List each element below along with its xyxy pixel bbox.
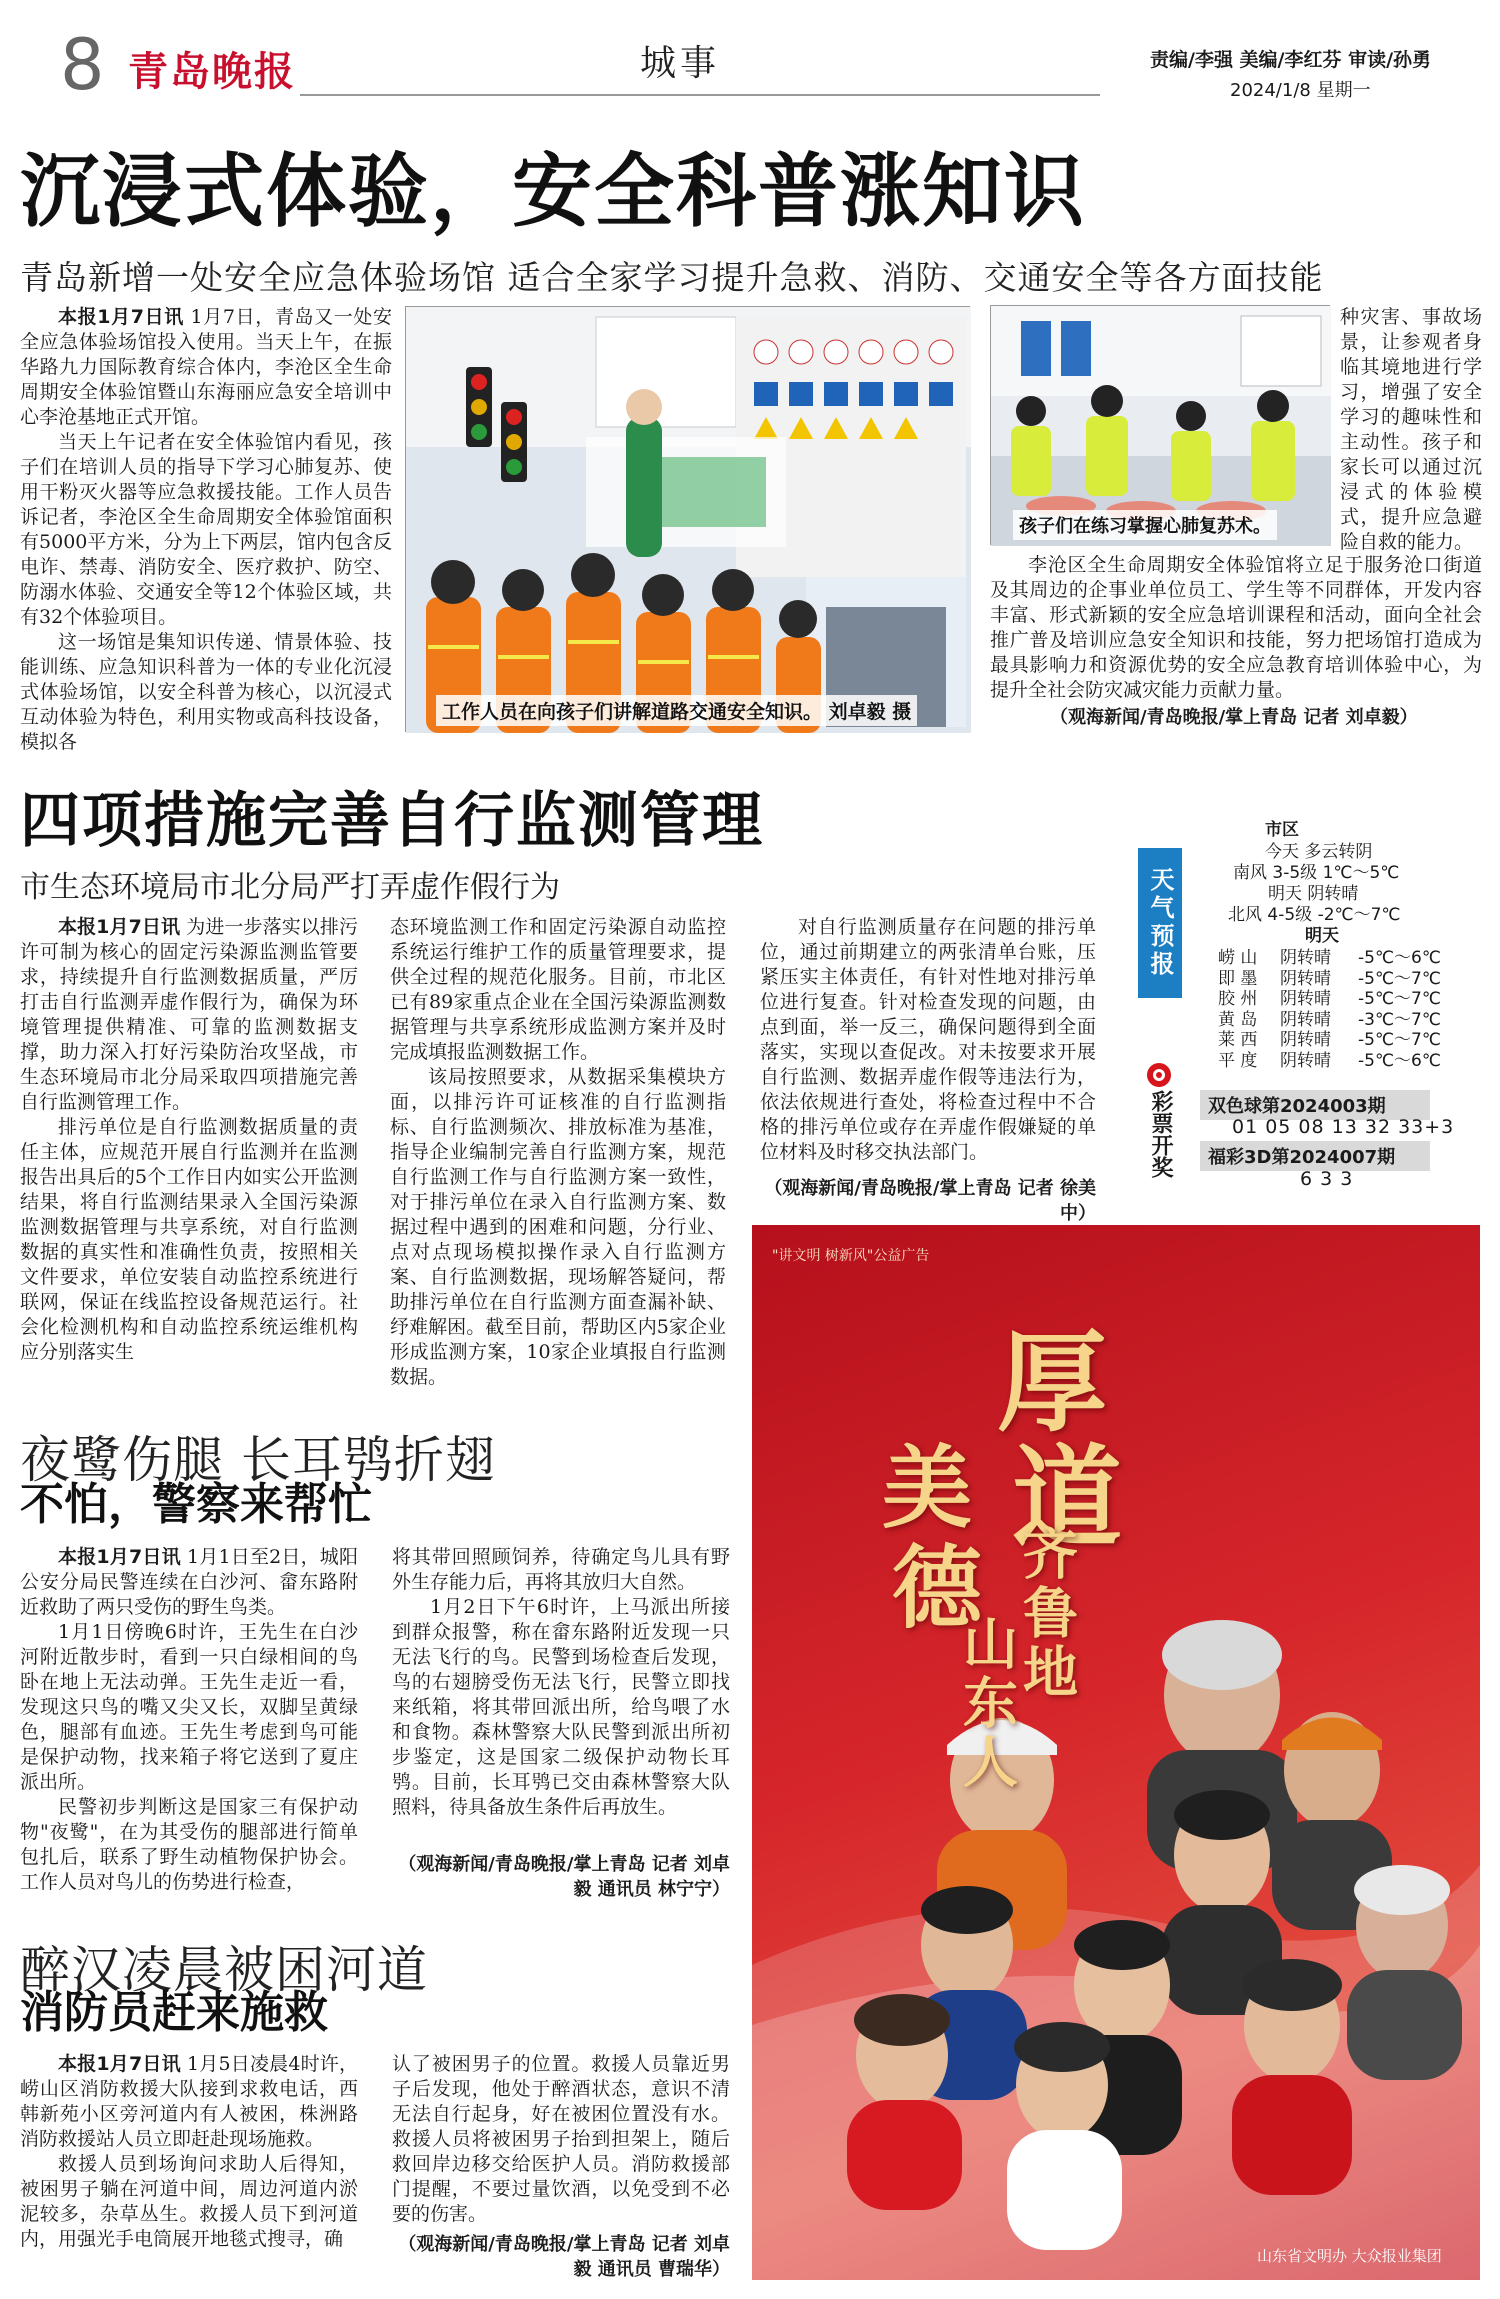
- article2-paragraph: 为进一步落实以排污许可制为核心的固定污染源监测监管要求，持续提升自行监测数据质量，严厉打击自行监测弄虚作假行为，确保为环境管理提供精准、可靠的监测数据支撑，助力深入打好污染防治攻坚战，市生态环境局市北分局采取四项措施完善自行监测管理工作。: [20, 916, 358, 1113]
- article2-paragraph: 排污单位是自行监测数据质量的责任主体，应规范开展自行监测并在监测报告出具后的5个工作日内如实公开监测结果，将自行监测结果录入全国污染源监测数据管理与共享系统，对自行监测数据的真实性和准确性负责，按照相关文件要求，单位安装自动监控系统进行联网，保证在线监控设备规范运行。社会化检测机构和自动监控系统运维机构应分别落实生: [20, 1116, 358, 1363]
- article3-paragraph: 1月2日下午6时许，上马派出所接到群众报警，称在畲东路附近发现一只无法飞行的鸟。民警到场检查后发现，鸟的右翅膀受伤无法飞行，民警立即找来纸箱，将其带回派出所，给鸟喂了水和食物。森林警察大队民警到派出所初步鉴定，这是国家二级保护动物长耳鸮。目前，长耳鸮已交由森林警察大队照料，待具备放生条件后再放生。: [392, 1596, 730, 1818]
- photo2-caption: 孩子们在练习掌握心肺复苏术。: [1013, 510, 1277, 540]
- article1-paragraph: 种灾害、事故场景，让参观者身临其境地进行学习，增强了安全学习的趣味性和主动性。孩子和家长可以通过沉浸式的体验模式，提升应急避险自救的能力。: [1340, 306, 1482, 553]
- ad-char-de: 德: [892, 1535, 982, 1641]
- article3-paragraph: 民警初步判断这是国家三有保护动物"夜鹭"，在为其受伤的腿部进行简单包扎后，联系了野生动植物保护协会。工作人员对鸟儿的伤势进行检查，: [20, 1796, 358, 1893]
- publication-date: 2024/1/8 星期一: [1230, 80, 1371, 101]
- weather-district-row: 崂 山 阴转晴 -5℃～6℃: [1218, 948, 1441, 968]
- ad-char-hou: 厚: [997, 1318, 1107, 1447]
- weather-district-row: 莱 西 阴转晴 -5℃～7℃: [1218, 1030, 1441, 1050]
- article3-paragraph: 1月1日傍晚6时许，王先生在白沙河附近散步时，看到一只白绿相间的鸟卧在地上无法动弹。王先生走近一看，发现这只鸟的嘴又尖又长，双脚呈黄绿色，腿部有血迹。王先生考虑到鸟可能是保护动物，找来箱子将它送到了夏庄派出所。: [20, 1621, 358, 1793]
- lottery-ssq-label: 双色球第2024003期: [1200, 1090, 1430, 1120]
- lottery-icon: [1146, 1062, 1172, 1088]
- weather-district-row: 平 度 阴转晴 -5℃～6℃: [1218, 1050, 1441, 1071]
- article2-column-3: [760, 915, 1096, 1175]
- article4-paragraph: 1月5日凌晨4时许，崂山区消防救援大队接到求救电话，西韩新苑小区旁河道内有人被困，株洲路消防救援站人员立即赶赴现场施救。: [20, 2053, 358, 2150]
- weather-district-list: [1218, 948, 1441, 1071]
- newspaper-masthead: 青岛晚报: [128, 48, 296, 95]
- section-title: 城事: [640, 43, 721, 84]
- article2-paragraph: 该局按照要求，从数据采集模块方面，以排污许可证核准的自行监测指标、自行监测频次、排放标准为基准，指导企业编制完善自行监测方案，规范自行监测工作与自行监测方案一致性，对于排污单位在录入自行监测方案、数据过程中遇到的困难和问题，分行业、点对点现场模拟操作录入自行监测方案、自行监测数据，现场解答疑问，帮助排污单位在自行监测方面查漏补缺、纾难解困。截至目前，帮助区内5家企业形成监测方案，10家企业填报自行监测数据。: [390, 1066, 726, 1388]
- ad-char-dao: 道: [1012, 1433, 1122, 1562]
- weather-today: 今天 多云转阴: [1265, 842, 1373, 862]
- lottery-ssq-numbers: 01 05 08 13 32 33+3: [1232, 1116, 1455, 1138]
- dateline: 本报1月7日讯: [58, 916, 181, 938]
- article1-title: 沉浸式体验，安全科普涨知识: [20, 145, 1086, 238]
- article3-paragraph: 将其带回照顾饲养，待确定鸟儿具有野外生存能力后，再将其放归大自然。: [392, 1546, 730, 1593]
- article2-paragraph: 态环境监测工作和固定污染源自动监控系统运行维护工作的质量管理要求，提供全过程的规范化服务。目前，市北区已有89家重点企业在全国污染源监测数据管理与共享系统形成监测方案并及时完成填报监测数据工作。: [390, 916, 726, 1063]
- public-service-ad: [752, 1225, 1480, 2280]
- photo-traffic-safety-illustration: [406, 307, 971, 733]
- article2-column-1: [20, 915, 358, 1393]
- article3-title: 夜鹭伤腿 长耳鸮折翅: [20, 1431, 496, 1489]
- article4-subtitle: 消防员赶来施救: [20, 1987, 328, 2038]
- weather-tomorrow: 明天 阴转晴: [1268, 884, 1359, 904]
- article4-paragraph: 救援人员到场询问求助人后得知，被困男子躺在河道中间，周边河道内淤泥较多，杂草丛生。救援人员下到河道内，用强光手电筒展开地毯式搜寻，确: [20, 2153, 358, 2250]
- article4-byline: （观海新闻/青岛晚报/掌上青岛 记者 刘卓毅 通讯员 曹瑞华）: [398, 2234, 730, 2280]
- weather-today-wind: 南风 3-5级 1℃～5℃: [1233, 863, 1400, 883]
- photo-cpr-practice: [990, 305, 1330, 545]
- article4-paragraph: 认了被困男子的位置。救援人员靠近男子后发现，他处于醉酒状态，意识不清无法自行起身，好在被困位置没有水。救援人员将被困男子抬到担架上，随后救回岸边移交给医护人员。消防救援部门提醒，不要过量饮酒，以免受到不必要的伤害。: [392, 2053, 730, 2225]
- article4-column-1: [20, 2052, 358, 2287]
- article2-title: 四项措施完善自行监测管理: [20, 786, 764, 856]
- article4-column-2: [392, 2052, 730, 2228]
- article3-subtitle: 不怕，警察来帮忙: [20, 1479, 372, 1530]
- article2-subtitle: 市生态环境局市北分局严打弄虚作假行为: [20, 870, 560, 905]
- ad-tag: "讲文明 树新风"公益广告: [772, 1248, 930, 1264]
- weather-tomorrow-wind: 北风 4-5级 -2℃～7℃: [1228, 905, 1401, 925]
- article2-paragraph: 对自行监测质量存在问题的排污单位，通过前期建立的两张清单台账，压紧压实主体责任，有针对性地对排污单位进行复查。针对检查发现的问题，由点到面，举一反三，确保问题得到全面落实，实现以查促改。对未按要求开展自行监测、数据弄虚作假等违法行为，依法依规进行查处，将检查过程中不合格的排污单位或存在弄虚作假嫌疑的单位材料及时移交执法部门。: [760, 916, 1096, 1163]
- lottery-tag: 彩票开奖: [1148, 1090, 1173, 1178]
- article2-byline: （观海新闻/青岛晚报/掌上青岛 记者 徐美中）: [764, 1178, 1096, 1224]
- weather-district-row: 黄 岛 阴转晴 -3℃～7℃: [1218, 1009, 1441, 1030]
- weather-district-row: 胶 州 阴转晴 -5℃～7℃: [1218, 989, 1441, 1009]
- article1-paragraph: 1月7日，青岛又一处安全应急体验场馆投入使用。当天上午，在振华路九力国际教育综合体内，李沧区全生命周期安全体验馆暨山东海丽应急安全培训中心李沧基地正式开馆。: [20, 306, 392, 428]
- article2-column-2: [390, 915, 726, 1393]
- dateline: 本报1月7日讯: [58, 306, 184, 328]
- photo-traffic-safety: [405, 306, 970, 732]
- weather-district-row: 即 墨 阴转晴 -5℃～7℃: [1218, 968, 1441, 989]
- dateline: 本报1月7日讯: [58, 1546, 181, 1568]
- header-rule: [300, 94, 1100, 96]
- article1-column-3b: [990, 553, 1482, 703]
- lottery-fc3d-numbers: 6 3 3: [1300, 1168, 1354, 1190]
- weather-city-label: 市区: [1265, 820, 1299, 840]
- article1-paragraph: 当天上午记者在安全体验馆内看见，孩子们在培训人员的指导下学习心肺复苏、使用干粉灭火器等应急救援技能。工作人员告诉记者，李沧区全生命周期安全体验馆面积有5000平方米，分为上下两层，馆内包含反电诈、禁毒、消防安全、医疗救护、防空、防溺水体验、交通安全等12个体验区域，共有32个体验项目。: [20, 431, 392, 628]
- article1-column-3a: [1340, 305, 1482, 553]
- article3-byline: （观海新闻/青岛晚报/掌上青岛 记者 刘卓毅 通讯员 林宁宁）: [398, 1854, 730, 1900]
- weather-districts-label: 明天: [1305, 926, 1339, 946]
- ad-slogan-2: 山东人: [954, 1615, 1019, 1792]
- article3-column-2: [392, 1545, 730, 1855]
- weather-forecast-tag: 天气预报: [1138, 848, 1182, 998]
- article1-paragraph: 李沧区全生命周期安全体验馆将立足于服务沧口街道及其周边的企事业单位员工、学生等不同群体，开发内容丰富、形式新颖的安全应急培训课程和活动，面向全社会推广普及培训应急安全知识和技能，努力把场馆打造成为最具影响力和资源优势的安全应急教育培训体验中心，为提升全社会防灾减灾能力贡献力量。: [990, 554, 1482, 701]
- editor-credits: 责编/李强 美编/李红芬 审读/孙勇: [1150, 49, 1432, 71]
- article4-title: 醉汉凌晨被困河道: [20, 1941, 428, 1999]
- photo1-caption: 工作人员在向孩子们讲解道路交通安全知识。 刘卓毅 摄: [436, 695, 917, 726]
- article1-subtitle: 青岛新增一处安全应急体验场馆 适合全家学习提升急救、消防、交通安全等各方面技能: [20, 258, 1324, 297]
- article1-paragraph: 这一场馆是集知识传递、情景体验、技能训练、应急知识科普为一体的专业化沉浸式体验场馆，以安全科普为核心，以沉浸式互动体验为特色，利用实物或高科技设备，模拟各: [20, 631, 392, 753]
- lottery-fc3d-label: 福彩3D第2024007期: [1200, 1141, 1430, 1171]
- page-number: 8: [60, 24, 105, 106]
- ad-char-mei: 美: [882, 1435, 972, 1541]
- ad-slogan-1: 齐鲁地: [1014, 1525, 1079, 1702]
- article3-column-1: [20, 1545, 358, 1910]
- article1-byline: （观海新闻/青岛晚报/掌上青岛 记者 刘卓毅）: [1050, 707, 1418, 728]
- article1-column-1: [20, 305, 392, 753]
- ad-background-art: [752, 1225, 1480, 2280]
- article3-paragraph: 1月1日至2日，城阳公安分局民警连续在白沙河、畲东路附近救助了两只受伤的野生鸟类。: [20, 1546, 358, 1618]
- ad-sponsor: 山东省文明办 大众报业集团: [1257, 2247, 1442, 2265]
- dateline: 本报1月7日讯: [58, 2053, 181, 2075]
